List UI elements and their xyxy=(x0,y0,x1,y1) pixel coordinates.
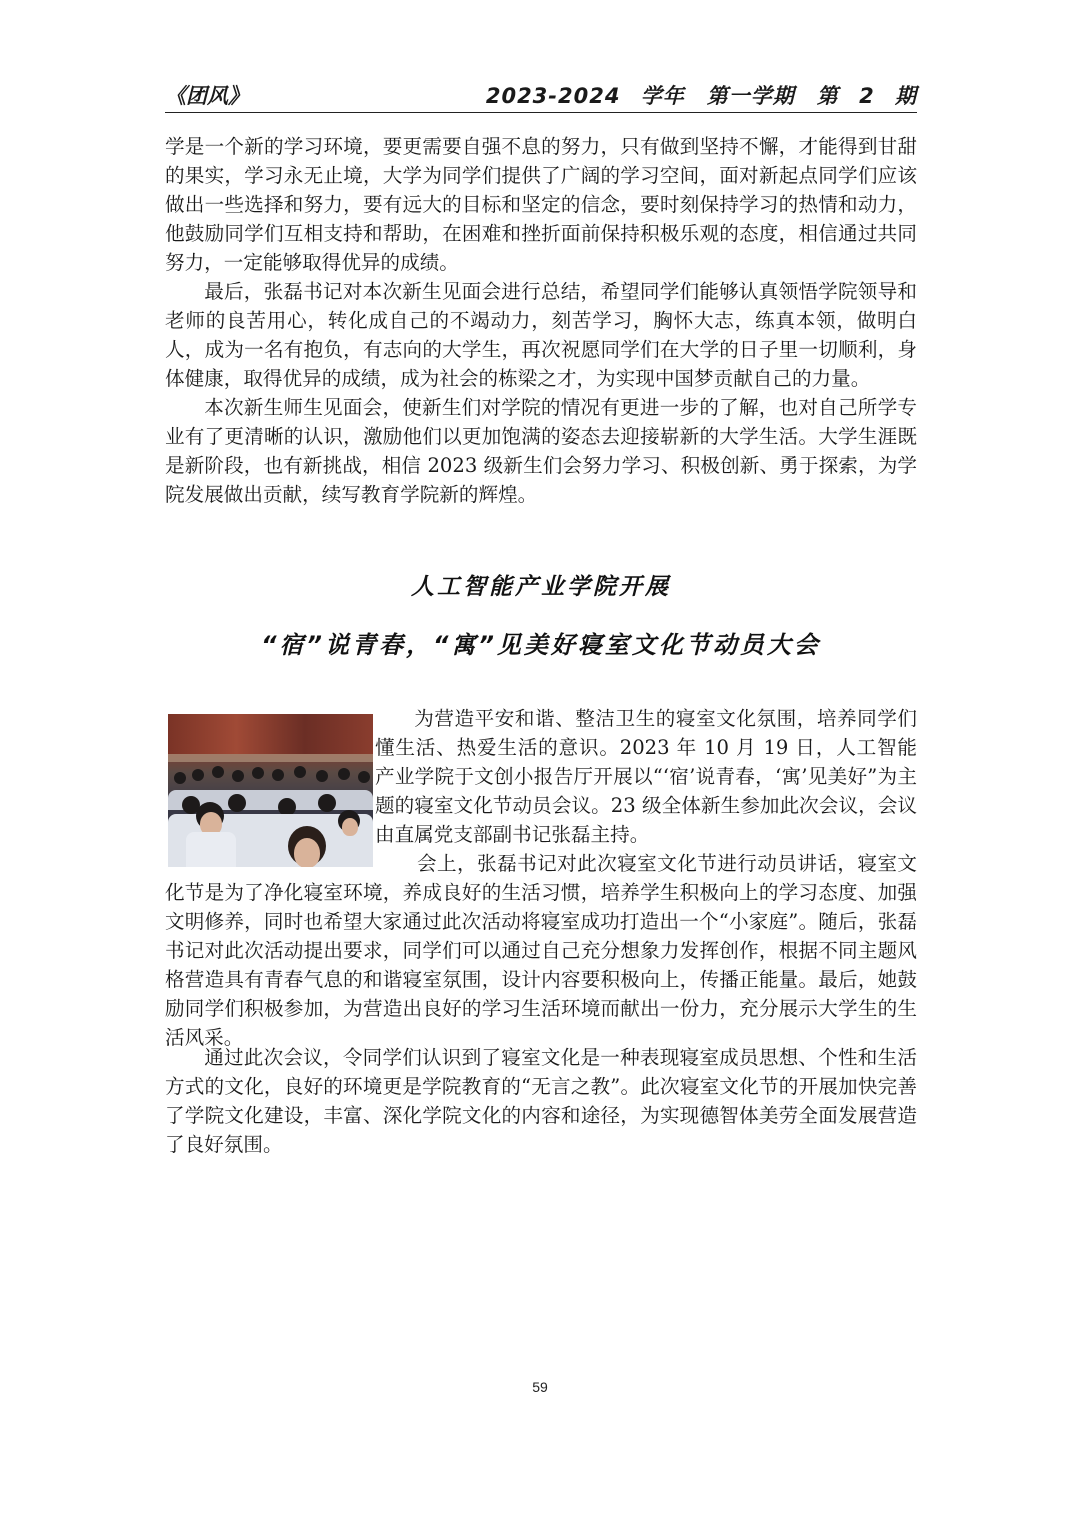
publication-title: 《团风》 xyxy=(165,84,249,108)
article2-title-line1: 人工智能产业学院开展 xyxy=(411,574,671,600)
page-number: 59 xyxy=(532,1379,548,1395)
article2-paragraph: 会上，张磊书记对此次寝室文化节进行动员讲话，寝室文化节是为了净化寝室环境，养成良好的生活习惯，培养学生积极向上的学习态度、加强文明修养，同时也希望大家通过此次活动将寝室成功打造出一个“小家庭”。随后，张磊书记对此次活动提出要求，同学们可以通过自己充分想象力发挥创作，根据不同主题风格营造具有青春气息的和谐寝室氛围，设计内容要积极向上，传播正能量。最后，她鼓励同学们积极参加，为营造出良好的学习生活环境而献出一份力，充分展示大学生的生活风采。 xyxy=(165,852,917,1049)
article2-title-line2: “宿”说青春，“寓”见美好寝室文化节动员大会 xyxy=(261,631,821,659)
article2-body xyxy=(165,704,917,1156)
article1-paragraph: 学是一个新的学习环境，要更需要自强不息的努力，只有做到坚持不懈，才能得到甘甜的果实，学习永无止境，大学为同学们提供了广阔的学习空间，面对新起点同学们应该做出一些选择和努力，要有远大的目标和坚定的信念，要时刻保持学习的热情和动力，他鼓励同学们互相支持和帮助，在困难和挫折面前保持积极乐观的态度，相信通过共同努力，一定能够取得优异的成绩。 xyxy=(165,135,917,274)
article2-paragraph: 通过此次会议，令同学们认识到了寝室文化是一种表现寝室成员思想、个性和生活方式的文化，良好的环境更是学院教育的“无言之教”。此次寝室文化节的开展加快完善了学院文化建设，丰富、深化学院文化的内容和途径，为实现德智体美劳全面发展营造了良好氛围。 xyxy=(165,1046,917,1156)
page-header xyxy=(165,80,917,113)
article1-paragraph: 最后，张磊书记对本次新生见面会进行总结，希望同学们能够认真领悟学院领导和老师的良苦用心，转化成自己的不竭动力，刻苦学习，胸怀大志，练真本领，做明白人，成为一名有抱负，有志向的大学生，再次祝愿同学们在大学的日子里一切顺利，身体健康，取得优异的成绩，成为社会的栋梁之才，为实现中国梦贡献自己的力量。 xyxy=(165,280,917,390)
article1-paragraph: 本次新生师生见面会，使新生们对学院的情况有更进一步的了解，也对自己所学专业有了更清晰的认识，激励他们以更加饱满的姿态去迎接崭新的大学生活。大学生涯既是新阶段，也有新挑战，相信 2023 级新生们会努力学习、积极创新、勇于探索，为学院发展做出贡献，续写教育学院新的辉煌。 xyxy=(165,396,917,506)
article1-body xyxy=(165,132,917,509)
issue-info: 2023-2024 学年 第一学期 第 2 期 xyxy=(485,84,917,108)
article2-paragraph: 为营造平安和谐、整洁卫生的寝室文化氛围，培养同学们懂生活、热爱生活的意识。2023 年 10 月 19 日，人工智能产业学院于文创小报告厅开展以“‘宿’说青春，‘寓’见美好”为主题的寝室文化节动员会议。23 级全体新生参加此次会议，会议由直属党支部副书记张磊主持。 xyxy=(375,707,917,846)
